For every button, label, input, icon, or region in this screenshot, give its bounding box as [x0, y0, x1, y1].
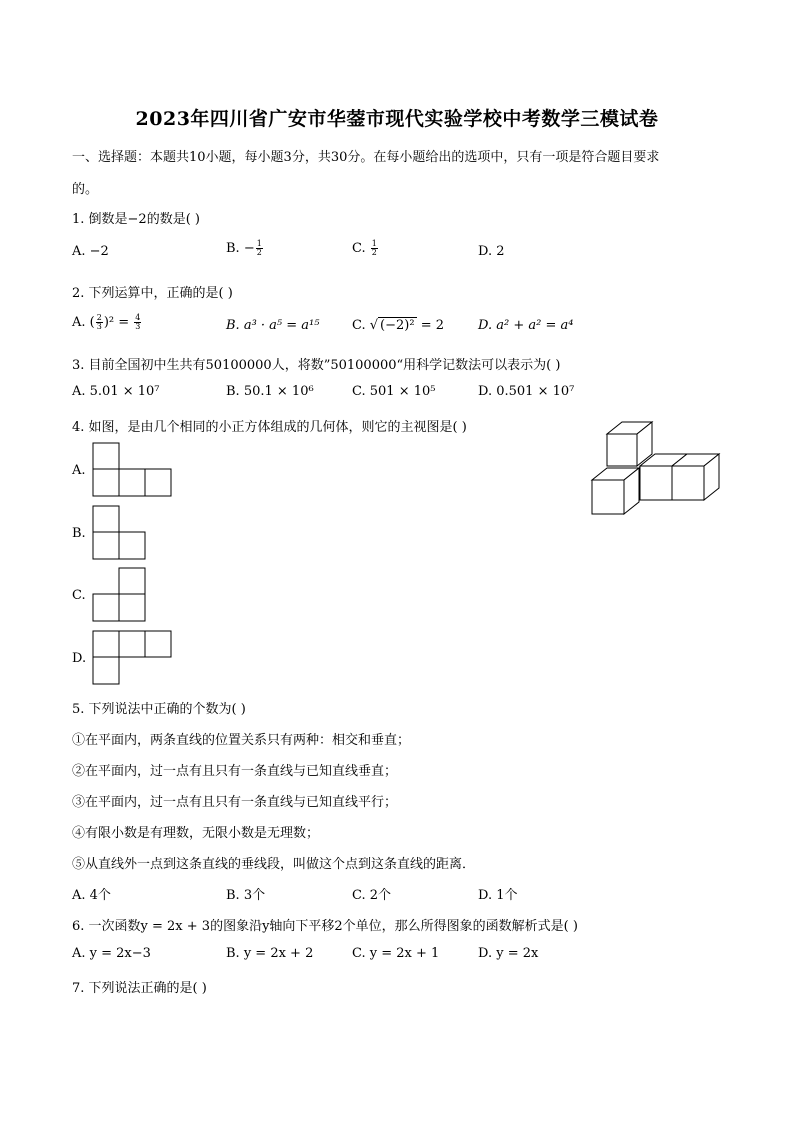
question-1-stem: 1. 倒数是−2的数是( ) — [72, 212, 200, 227]
q2-a-num1: 2 — [96, 313, 102, 322]
q3-option-d: D. 0.501 × 10⁷ — [478, 384, 575, 399]
question-7-stem: 7. 下列说法正确的是( ) — [72, 981, 207, 996]
q5-option-a: A. 4个 — [72, 888, 111, 903]
q5-statement-3: ③在平面内，过一点有且只有一条直线与已知直线平行； — [72, 795, 398, 810]
q2-a-mid: )² = — [103, 315, 134, 330]
q6-option-b: B. y = 2x + 2 — [226, 946, 314, 961]
q4-cube-figure — [590, 418, 722, 516]
question-2-stem: 2. 下列运算中，正确的是( ) — [72, 286, 233, 301]
section-instructions-line2: 的。 — [72, 182, 99, 197]
question-3-stem: 3. 目前全国初中生共有50100000人，将数”50100000“用科学记数法可以表示为( ) — [72, 358, 561, 373]
q4-option-a-figure — [92, 442, 174, 498]
q2-a-fraction1 — [96, 314, 103, 331]
question-6-stem: 6. 一次函数y = 2x + 3的图象沿y轴向下平移2个单位，那么所得图象的函数解析式是( ) — [72, 919, 578, 934]
q1-option-a: A. −2 — [72, 244, 109, 259]
q1-b-fraction — [256, 240, 263, 257]
q1-b-prefix: B. − — [226, 241, 255, 256]
q5-statement-4: ④有限小数是有理数，无限小数是无理数； — [72, 826, 320, 841]
q1-c-denominator: 2 — [371, 248, 377, 257]
q1-c-numerator: 1 — [371, 239, 377, 248]
q4-option-a-label: A. — [72, 463, 86, 478]
q1-option-b — [226, 240, 264, 257]
q1-option-d: D. 2 — [478, 244, 505, 259]
q3-option-a: A. 5.01 × 10⁷ — [72, 384, 160, 399]
q2-option-a — [72, 314, 142, 331]
q1-b-numerator: 1 — [256, 239, 262, 248]
q4-option-b-figure — [92, 505, 148, 561]
q6-option-c: C. y = 2x + 1 — [352, 946, 440, 961]
q4-option-d-label: D. — [72, 651, 87, 666]
q1-c-prefix: C. — [352, 241, 370, 256]
q1-b-denominator: 2 — [256, 248, 262, 257]
q2-a-prefix: A. ( — [72, 315, 95, 330]
q5-option-c: C. 2个 — [352, 888, 392, 903]
q3-option-b: B. 50.1 × 10⁶ — [226, 384, 314, 399]
q2-a-den1: 3 — [96, 322, 102, 331]
q2-a-den2: 3 — [135, 322, 141, 331]
q2-c-prefix: C. √ — [352, 318, 379, 333]
q4-option-c-figure — [92, 567, 148, 623]
question-5-stem: 5. 下列说法中正确的个数为( ) — [72, 702, 246, 717]
q4-option-c-label: C. — [72, 588, 86, 603]
exam-title: 2023年四川省广安市华蓥市现代实验学校中考数学三模试卷 — [135, 108, 659, 130]
q4-option-d-figure — [92, 630, 174, 686]
q5-statement-1: ①在平面内，两条直线的位置关系只有两种：相交和垂直； — [72, 733, 411, 748]
q5-option-d: D. 1个 — [478, 888, 518, 903]
q2-c-suffix: = 2 — [416, 318, 445, 333]
q5-statement-5: ⑤从直线外一点到这条直线的垂线段，叫做这个点到这条直线的距离． — [72, 857, 476, 872]
q2-a-fraction2 — [134, 314, 141, 331]
q2-a-num2: 4 — [135, 313, 141, 322]
question-4-stem: 4. 如图，是由几个相同的小正方体组成的几何体，则它的主视图是( ) — [72, 420, 467, 435]
q3-option-c: C. 501 × 10⁵ — [352, 384, 436, 399]
q2-option-d: D. a² + a² = a⁴ — [478, 318, 574, 333]
q2-c-radicand: (−2)² — [380, 318, 415, 333]
q1-option-c — [352, 240, 379, 257]
q1-c-fraction — [371, 240, 378, 257]
q4-option-b-label: B. — [72, 526, 86, 541]
q2-option-b: B. a³ · a⁵ = a¹⁵ — [226, 318, 320, 333]
q5-option-b: B. 3个 — [226, 888, 266, 903]
q2-option-c — [352, 318, 444, 333]
q6-option-d: D. y = 2x — [478, 946, 539, 961]
q6-option-a: A. y = 2x−3 — [72, 946, 151, 961]
section-instructions-line1: 一、选择题：本题共10小题，每小题3分，共30分。在每小题给出的选项中，只有一项是符合题目要求 — [72, 150, 660, 165]
q5-statement-2: ②在平面内，过一点有且只有一条直线与已知直线垂直； — [72, 764, 398, 779]
